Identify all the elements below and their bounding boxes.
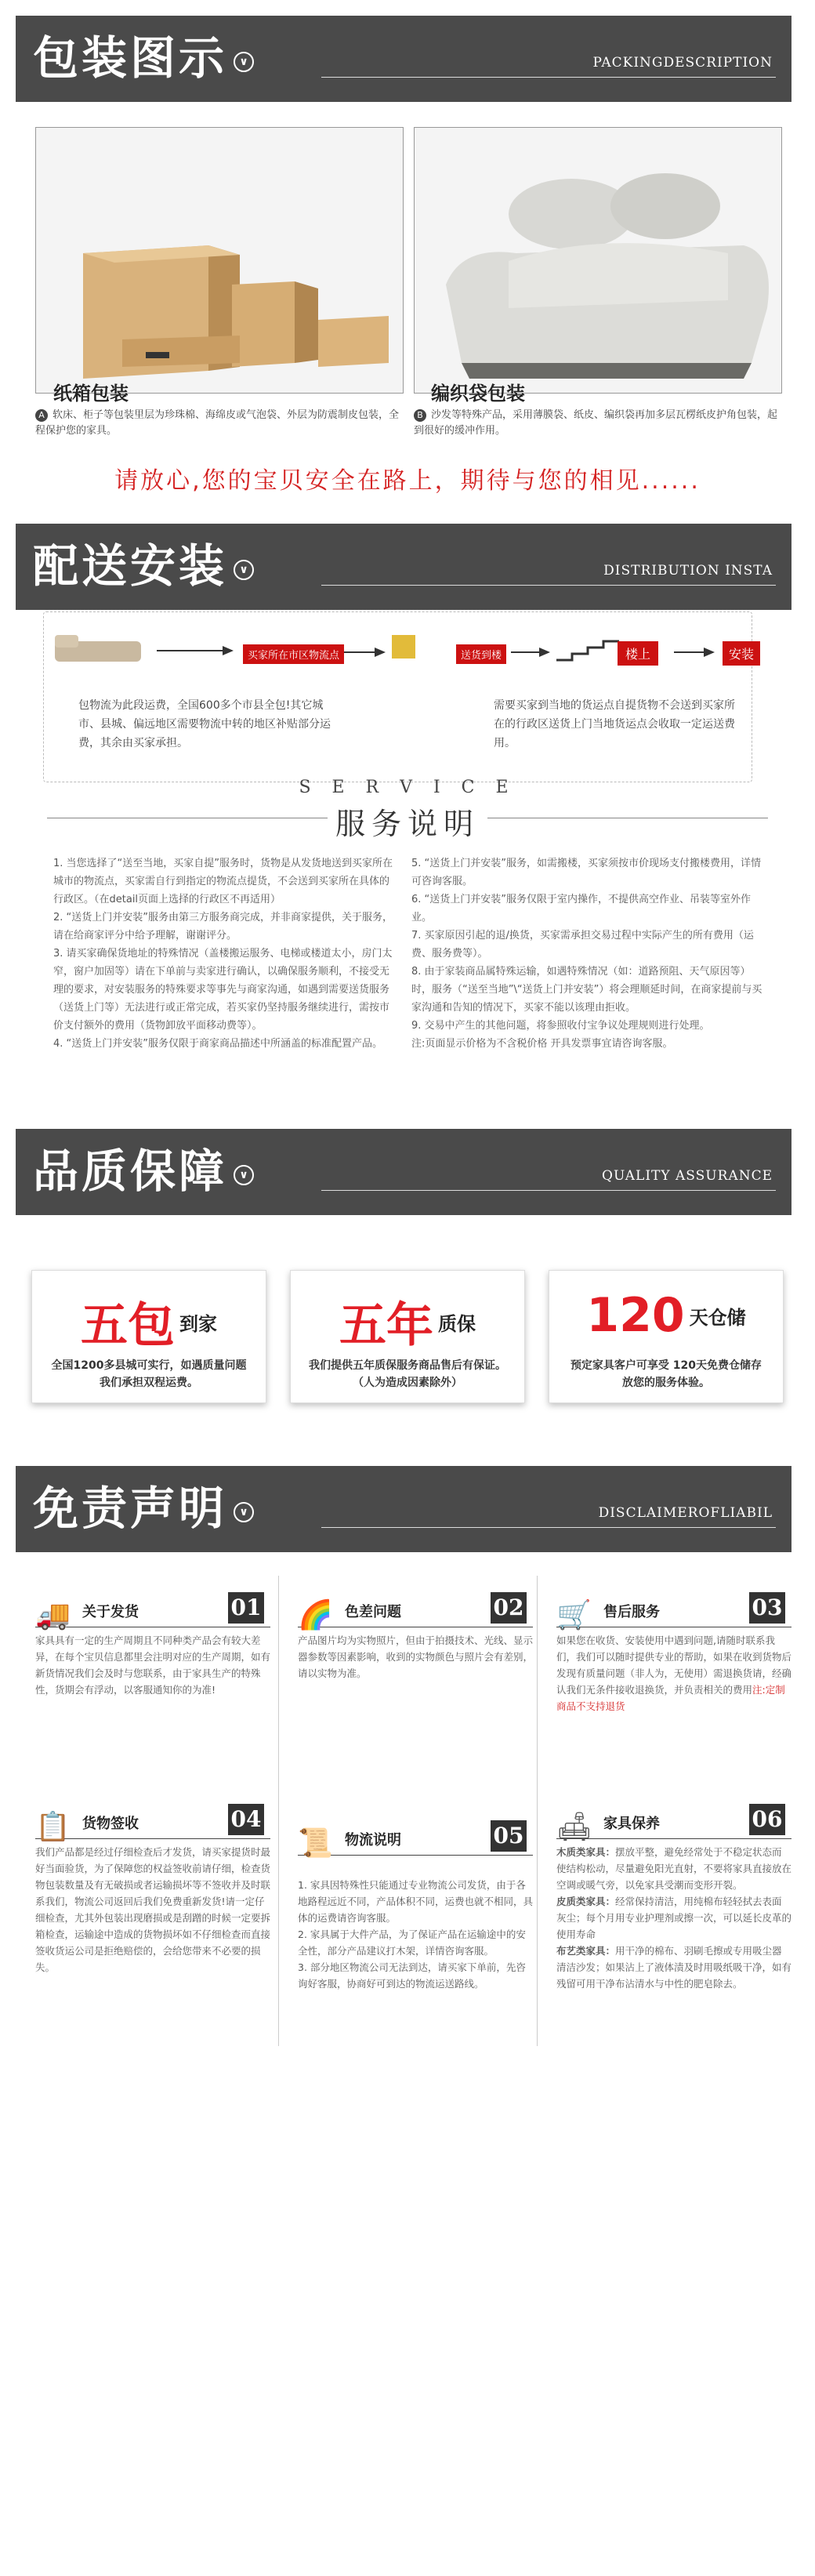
bag-desc: B 沙发等特殊产品，采用薄膜袋、纸皮、编织袋再加多层瓦楞纸皮护角包装，起到很好的缓冲作用。 bbox=[414, 409, 778, 437]
packing-banner bbox=[16, 16, 791, 102]
packing-en-label: PACKINGDESCRIPTION bbox=[592, 55, 773, 71]
delivery-right-text: 需要买家到当地的货运点自提货物不会送到买家所在的行政区送货上门当地货运点会收取一定运送费用。 bbox=[494, 699, 735, 749]
chevron-down-icon: ∨ bbox=[234, 560, 254, 580]
service-item: 4. “送货上门并安装”服务仅限于商家商品描述中所涵盖的标准配置产品。 bbox=[53, 1038, 383, 1050]
disclaimer-shipping: 🚚 关于发货 01 家具具有一定的生产周期且不同种类产品会有较大差异，在每个宝贝信息都里会注明对应的生产周期，如有新货情况我们会及时与您联系，由于家具生产的特殊性，货期会有浮动，以客服通知你的为准! bbox=[35, 1584, 270, 1698]
step-logistics-point: 买家所在市区物流点 bbox=[243, 644, 344, 664]
packing-title: 包装图示 ∨ bbox=[33, 33, 254, 83]
carton-box-photo bbox=[35, 127, 404, 394]
delivery-en-label: DISTRIBUTION INSTA bbox=[603, 563, 773, 579]
disclaimer-banner bbox=[16, 1466, 791, 1552]
disclaimer-en-label: DISCLAIMEROFLIABIL bbox=[598, 1505, 773, 1521]
service-en-heading: S E R V I C E bbox=[299, 778, 516, 797]
quality-card-delivery: 五包 到家 全国1200多县城可实行，如遇质量问题我们承担双程运费。 bbox=[31, 1270, 266, 1403]
disclaimer-logistics: 📜 物流说明 05 1. 家具因特殊性只能通过专业物流公司发货，由于各地路程远近不同，产品体积不同，运费也就不相同，具体的运费请咨询客服。 2. 家具属于大件产品，为了保证产品在运输途中的安全性，部分产品建议打木架，详情咨询客服。 3. 部分地区物流公司无法到达，请买家下单前，先咨询好客服，协商好可到达的物流运送路线。 bbox=[298, 1795, 533, 2008]
color-wheel-icon: 🌈 bbox=[298, 1599, 333, 1631]
truck-icon: 🚚 bbox=[35, 1599, 71, 1631]
service-item: 8. 由于家装商品属特殊运输，如遇特殊情况（如：道路预阻、天气原因等）时，服务（“送至当地”\“送货上门并安装”）将会理顺延时间，在商家提前与买家沟通和告知的情况下，买家不能以该理由拒收。 bbox=[411, 966, 762, 1014]
quality-en-label: QUALITY ASSURANCE bbox=[602, 1168, 773, 1184]
disclaimer-signing: 📋 货物签收 04 我们产品都是经过仔细检查后才发货，请买家提货时最好当面验货，为了保障您的权益签收前请仔细，检查货物包装数量及有无破损或者运输损坏等不签收并及时联系我们，物流公司返回后我们免费重新发货!请一定仔细检查，尤其外包装出现磨损或是刮蹭的时候一定要拆箱检查，运输途中造成的货物损坏如不仔细检查而直接签收货运公司是拒绝赔偿的，会给您带来不必要的损失。 bbox=[35, 1795, 270, 1976]
step-install: 安装 bbox=[723, 641, 760, 666]
clipboard-icon: 📜 bbox=[298, 1827, 333, 1859]
service-item: 5. “送货上门并安装”服务，如需搬楼，买家须按市价现场支付搬楼费用，详情可咨询客服。 bbox=[411, 858, 762, 887]
quality-card-warranty: 五年 质保 我们提供五年质保服务商品售后有保证。（人为造成因素除外） bbox=[290, 1270, 525, 1403]
sofa-icon: 🛋 bbox=[556, 1811, 592, 1843]
service-item: 1. 当您选择了“送至当地，买家自提”服务时，货物是从发货地送到买家所在城市的物流点，买家需自行到指定的物流点提货，不会送到买家所在具体的行政区。（在detail页面上选择的行政区不再适用） bbox=[53, 858, 393, 905]
quality-banner bbox=[16, 1129, 791, 1215]
step-upstairs: 楼上 bbox=[618, 641, 658, 666]
service-cn-heading: 服务说明 bbox=[0, 800, 815, 843]
disclaimer-aftersale: 🛒 售后服务 03 如果您在收货、安装使用中遇到问题,请随时联系我们，我们可以随时提供专业的帮助，如果在收到货物后发现有质量问题（非人为，无使用）需退换货请，经确认我们无条件接收退换货，并负责相关的费用注:定制商品不支持退货 bbox=[556, 1584, 791, 1714]
disclaimer-maintenance: 🛋 家具保养 06 木质类家具：摆放平整，避免经常处于不稳定状态而使结构松动，尽量避免阳光直射，不要将家具直接放在空调或暖气旁，以免家具受潮而变形开裂。 皮质类家具：经常保持清洁，用纯棉布轻轻拭去表面灰尘；每个月用专业护理剂或擦一次，可以延长皮革的使用寿命 布艺类家具：用干净的棉布、羽刷毛擦或专用吸尘器清洁沙发；如果沾上了液体渍及时用吸纸吸干净，如有残留可用干净布沾清水与中性的肥皂除去。 bbox=[556, 1795, 791, 1992]
delivery-flow-icons bbox=[47, 627, 776, 674]
service-list-left bbox=[53, 854, 398, 1053]
service-item: 3. 请买家确保货地址的特殊情况（盖楼搬运服务、电梯或楼道太小，房门太窄，窗户加固等）请在下单前与卖家进行确认，以确保服务顺利，不接受无理的要求，对安装服务的特殊要求等事先与商家沟通，如遇到需要送货服务（送货上门等）无法进行或正常完成，若买家仍坚持服务继续进行，需按市价支付额外的费用（货物卸放平面移动费等）。 bbox=[53, 948, 393, 1032]
carton-title: 纸箱包装 bbox=[53, 383, 129, 405]
service-item: 6. “送货上门并安装”服务仅限于室内操作，不提供高空作业、吊装等室外作业。 bbox=[411, 894, 752, 923]
service-item: 2. “送货上门并安装”服务由第三方服务商完成，并非商家提供，关于服务，请在给商家评分中给予理解，谢谢评分。 bbox=[53, 912, 393, 942]
woven-bag-photo bbox=[414, 127, 782, 394]
disclaimer-title: 免责声明 ∨ bbox=[33, 1483, 254, 1533]
service-item: 注:页面显示价格为不含税价格 开具发票事宜请咨询客服。 bbox=[411, 1038, 673, 1050]
safety-slogan: 请放心,您的宝贝安全在路上，期待与您的相见...... bbox=[114, 467, 701, 495]
bag-title: 编织袋包装 bbox=[431, 383, 525, 405]
service-item: 9. 交易中产生的其他问题，将参照收付宝争议处理规则进行处理。 bbox=[411, 1020, 710, 1032]
delivery-left-text: 包物流为此段运费，全国600多个市县全包!其它城市、县城、偏远地区需要物流中转的地区补贴部分运费，其余由买家承担。 bbox=[78, 699, 331, 749]
delivery-title: 配送安装 ∨ bbox=[33, 541, 254, 591]
step-deliver-building: 送货到楼 bbox=[456, 644, 506, 664]
service-item: 7. 买家原因引起的退/换货，买家需承担交易过程中实际产生的所有费用（运费、服务费等）。 bbox=[411, 930, 754, 960]
chevron-down-icon: ∨ bbox=[234, 1502, 254, 1522]
chevron-down-icon: ∨ bbox=[234, 52, 254, 72]
quality-title: 品质保障 ∨ bbox=[33, 1146, 254, 1196]
service-list-right bbox=[411, 854, 768, 1053]
carton-desc: A 软床、柜子等包装里层为珍珠棉、海绵皮或气泡袋、外层为防震制皮包装，全程保护您的家具。 bbox=[35, 409, 400, 437]
quality-card-storage: 120 天仓储 预定家具客户可享受 120天免费仓储存放您的服务体验。 bbox=[549, 1270, 784, 1403]
service-cart-icon: 🛒 bbox=[556, 1599, 592, 1631]
chevron-down-icon: ∨ bbox=[234, 1165, 254, 1185]
delivery-banner bbox=[16, 524, 791, 610]
checklist-icon: 📋 bbox=[35, 1811, 71, 1843]
disclaimer-color: 🌈 色差问题 02 产品图片均为实物照片，但由于拍摄技术、光线、显示器参数等因素影响，收到的实物颜色与照片会有差别，请以实物为准。 bbox=[298, 1584, 533, 1682]
